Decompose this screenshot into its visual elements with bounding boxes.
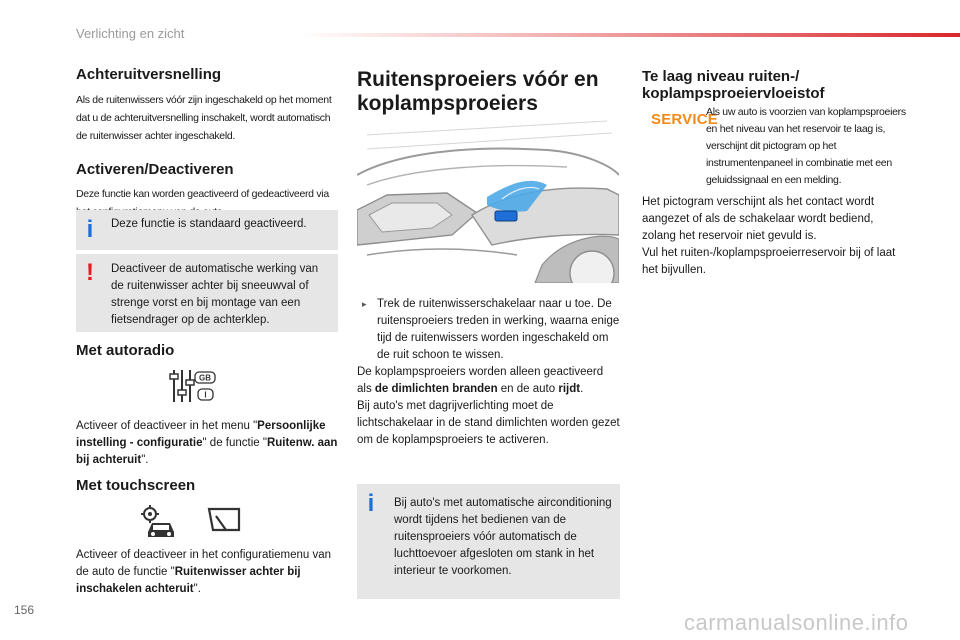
section-title-reverse: Achteruitversnelling [76,66,222,83]
header-accent-bar [300,33,960,37]
info-note [76,210,338,250]
low-level-para-1: Het pictogram verschijnt als het contact wordt aangezet of als de schakelaar wordt bediend, zolang het reservoir niet gevuld is. [642,196,875,242]
warning-icon: ! [86,259,94,286]
service-description: Als uw auto is voorzien van koplampsproeiers en het niveau van het reservoir te laag is, verschijnt dit pictogram op het instrumentenpaneel in combinatie met een geluidssignaal en een melding. [706,106,906,186]
column-left [76,64,338,221]
autoradio-settings-icon [168,368,218,406]
info-note-aircon [357,484,620,599]
rear-wiper-icon [206,506,242,534]
low-level-para-2: Vul het ruiten-/koplampsproeierreservoir bij of laat het bijvullen. [642,247,896,276]
gb-label: GB [199,373,211,383]
chapter-title: Verlichting en zicht [76,26,185,41]
section-title-low-level: Te laag niveau ruiten-/ koplampsproeiervloeistof [642,68,825,102]
washer-para-dipped: De koplampsproeiers worden alleen geactiveerd als de dimlichten branden en de auto rijdt. [357,366,604,395]
info-note-text: Deze functie is standaard geactiveerd. [111,218,307,230]
car-front-headlamp-washer-illustration [357,115,619,283]
warning-note-text: Deactiveer de automatische werking van de ruitenwisser achter bij sneeuwval of strenge vorst en bij montage van een fietsendrager op de achterklep. [111,263,319,326]
warning-note [76,254,338,332]
page-number: 156 [14,603,35,617]
watermark: carmanualsonline.info [684,610,909,635]
vehicle-settings-icon [140,504,182,540]
section-title-activate: Activeren/Deactiveren [76,161,234,178]
i-label: I [204,390,207,400]
washer-instructions [357,296,620,449]
washer-bullet: ▸ Trek de ruitenwisserschakelaar naar u toe. De ruitensproeiers treden in werking, waarna enige tijd de ruitenwissers worden ingeschakeld om de ruit schoon te wissen. [362,298,620,361]
section-text-activate: Deze functie kan worden geactiveerd of gedeactiveerd via [76,188,329,200]
autoradio-text: Activeer of deactiveer in het menu "Persoonlijke instelling - configuratie" de functie "Ruitenw. aan bij achteruit". [76,420,338,466]
washer-para-drl: Bij auto's met dagrijverlichting moet de lichtschakelaar in de stand dimlichten worden gezet om de koplampsproeiers te activeren. [357,400,620,446]
section-title-autoradio: Met autoradio [76,342,175,359]
section-title-washers: Ruitensproeiers vóór en koplampsproeiers [357,68,599,115]
info-note-aircon-text: Bij auto's met automatische airconditioning wordt tijdens het bedienen van de ruitensproeiers vóór automatisch de luchttoevoer afgesloten om stank in het interieur te voorkomen. [394,497,612,577]
section-text-reverse: Als de ruitenwissers vóór zijn ingeschakeld op het moment dat u de achteruitversnelling inschakelt, wordt automatisch de ruitenwisser achter ingeschakeld. [76,94,332,142]
section-title-touchscreen: Met touchscreen [76,477,196,494]
service-label: SERVICE [651,111,718,128]
bullet-arrow-icon: ▸ [362,299,367,309]
info-icon: i [367,490,375,517]
info-icon: i [86,216,94,243]
touchscreen-text: Activeer of deactiveer in het configuratiemenu van de auto de functie "Ruitenwisser achter bij inschakelen achteruit". [76,549,332,595]
